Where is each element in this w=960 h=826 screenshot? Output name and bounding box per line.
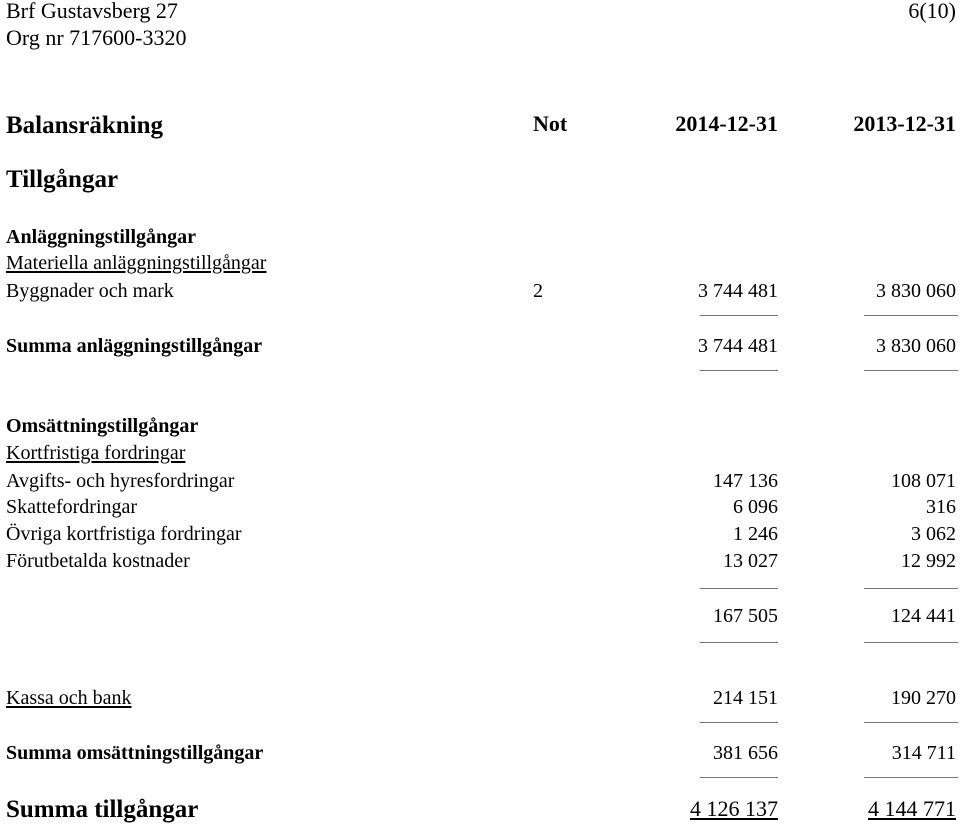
page-number: 6(10) — [908, 0, 956, 23]
fixed-total-label: Summa anläggningstillgångar — [6, 335, 263, 357]
current-year-header: 2014-12-31 — [675, 111, 778, 136]
rule — [700, 642, 778, 643]
buildings-previous: 3 830 060 — [876, 280, 956, 302]
receivable-label: Förutbetalda kostnader — [6, 550, 190, 572]
current-total-previous: 314 711 — [891, 742, 956, 764]
rule — [700, 722, 778, 723]
assets-total-previous: 4 144 771 — [868, 796, 956, 821]
buildings-current: 3 744 481 — [698, 280, 778, 302]
current-total-current: 381 656 — [713, 742, 778, 764]
buildings-note: 2 — [533, 280, 543, 302]
org-number: Org nr 717600-3320 — [6, 25, 187, 50]
tangible-assets-subheading: Materiella anläggningstillgångar — [6, 252, 267, 274]
assets-total-current: 4 126 137 — [690, 796, 778, 821]
current-assets-heading: Omsättningstillgångar — [6, 415, 199, 437]
previous-year-header: 2013-12-31 — [853, 111, 956, 136]
rule — [700, 315, 778, 316]
receivables-subtotal-previous: 124 441 — [891, 605, 956, 627]
rule — [700, 588, 778, 589]
receivable-current: 13 027 — [723, 550, 778, 572]
receivable-label: Skattefordringar — [6, 496, 138, 518]
cash-previous: 190 270 — [891, 687, 956, 709]
receivable-current: 6 096 — [733, 496, 778, 518]
note-column-header: Not — [533, 111, 568, 136]
receivable-previous: 12 992 — [901, 550, 956, 572]
receivable-current: 1 246 — [733, 523, 778, 545]
fixed-total-previous: 3 830 060 — [876, 335, 956, 357]
fixed-total-current: 3 744 481 — [698, 335, 778, 357]
receivables-subtotal-current: 167 505 — [713, 605, 778, 627]
cash-current: 214 151 — [713, 687, 778, 709]
cash-label: Kassa och bank — [6, 687, 132, 709]
rule — [864, 588, 958, 589]
rule — [700, 777, 778, 778]
fixed-assets-heading: Anläggningstillgångar — [6, 226, 197, 248]
short-term-receivables-subheading: Kortfristiga fordringar — [6, 442, 186, 464]
receivable-label: Övriga kortfristiga fordringar — [6, 523, 242, 545]
rule — [864, 642, 958, 643]
receivable-previous: 316 — [926, 496, 956, 518]
receivable-label: Avgifts- och hyresfordringar — [6, 470, 235, 492]
org-name: Brf Gustavsberg 27 — [6, 0, 178, 23]
receivable-previous: 108 071 — [891, 470, 956, 492]
rule — [864, 722, 958, 723]
rule — [700, 370, 778, 371]
rule — [864, 777, 958, 778]
assets-heading: Tillgångar — [6, 166, 119, 193]
page-title: Balansräkning — [6, 112, 164, 139]
current-total-label: Summa omsättningstillgångar — [6, 742, 264, 764]
rule — [864, 370, 958, 371]
rule — [864, 315, 958, 316]
receivable-previous: 3 062 — [911, 523, 956, 545]
buildings-label: Byggnader och mark — [6, 280, 174, 302]
assets-total-label: Summa tillgångar — [6, 796, 199, 823]
receivable-current: 147 136 — [713, 470, 778, 492]
